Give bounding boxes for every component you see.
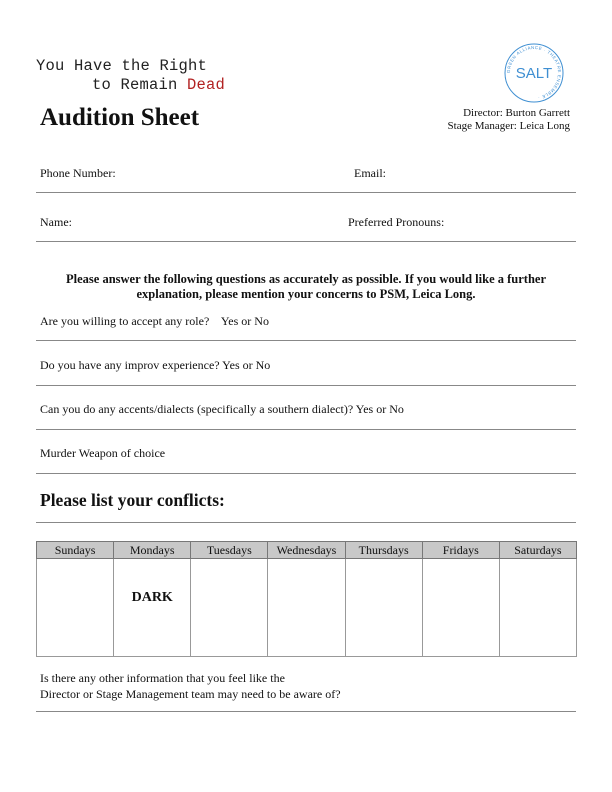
day-header-thursdays: Thursdays [345, 542, 422, 559]
conflict-cell-fridays[interactable] [422, 559, 499, 657]
phone-email-line[interactable] [36, 192, 576, 193]
day-header-mondays: Mondays [114, 542, 191, 559]
day-header-fridays: Fridays [422, 542, 499, 559]
answer-line-accents[interactable] [36, 429, 576, 430]
conflicts-heading: Please list your conflicts: [40, 490, 225, 510]
show-title-line1: You Have the Right [36, 57, 208, 75]
show-title [36, 57, 225, 95]
director-credit: Director: Burton Garrett [463, 107, 570, 119]
email-label: Email: [354, 166, 386, 180]
other-info-line1: Is there any other information that you feel like the [40, 671, 285, 685]
instructions: Please answer the following questions as accurately as possible. If you would like a further explanation, please mention your concerns to PSM, Leica Long. [66, 272, 546, 301]
conflicts-header-row [37, 542, 577, 559]
page-title: Audition Sheet [40, 104, 200, 131]
phone-label: Phone Number: [40, 166, 116, 180]
show-title-line2 [36, 76, 225, 95]
dark-note: DARK [131, 590, 173, 605]
credits [448, 107, 570, 133]
cell-note [37, 559, 113, 590]
stage-manager-credit: Stage Manager: Leica Long [447, 120, 570, 132]
conflict-cell-mondays[interactable] [114, 559, 191, 657]
question-weapon: Murder Weapon of choice [40, 446, 166, 460]
day-header-tuesdays: Tuesdays [191, 542, 268, 559]
cell-note [423, 559, 499, 590]
cell-note [268, 559, 344, 590]
conflict-cell-saturdays[interactable] [499, 559, 576, 657]
question-accents: Can you do any accents/dialects (specifically a southern dialect)? Yes or No [40, 402, 404, 416]
logo-text: SALT [515, 65, 553, 82]
conflict-cell-sundays[interactable] [37, 559, 114, 657]
show-title-line2-prefix: to Remain [92, 76, 188, 94]
question-role: Are you willing to accept any role? Yes or No [40, 314, 269, 328]
day-header-saturdays: Saturdays [499, 542, 576, 559]
name-pronouns-line[interactable] [36, 241, 576, 242]
answer-line-role[interactable] [36, 340, 576, 341]
answer-line-weapon[interactable] [36, 473, 576, 474]
other-info-question [40, 670, 341, 702]
logo-ring-text: GREEN ALLIANCE · THEATRE ENSEMBLE · [505, 44, 563, 101]
day-header-wednesdays: Wednesdays [268, 542, 345, 559]
conflicts-entry-row [37, 559, 577, 657]
cell-note [191, 559, 267, 590]
conflict-cell-thursdays[interactable] [345, 559, 422, 657]
conflict-cell-wednesdays[interactable] [268, 559, 345, 657]
cell-note [500, 559, 576, 590]
show-title-accent: Dead [187, 76, 226, 94]
name-label: Name: [40, 215, 72, 229]
salt-logo [503, 42, 565, 104]
cell-note [346, 559, 422, 590]
pronouns-label: Preferred Pronouns: [348, 215, 445, 229]
answer-line-improv[interactable] [36, 385, 576, 386]
other-info-line[interactable] [36, 711, 576, 712]
conflicts-table [36, 541, 577, 657]
question-improv: Do you have any improv experience? Yes or No [40, 358, 271, 372]
other-info-line2: Director or Stage Management team may need to be aware of? [40, 687, 341, 701]
day-header-sundays: Sundays [37, 542, 114, 559]
conflict-cell-tuesdays[interactable] [191, 559, 268, 657]
conflicts-line[interactable] [36, 522, 576, 523]
